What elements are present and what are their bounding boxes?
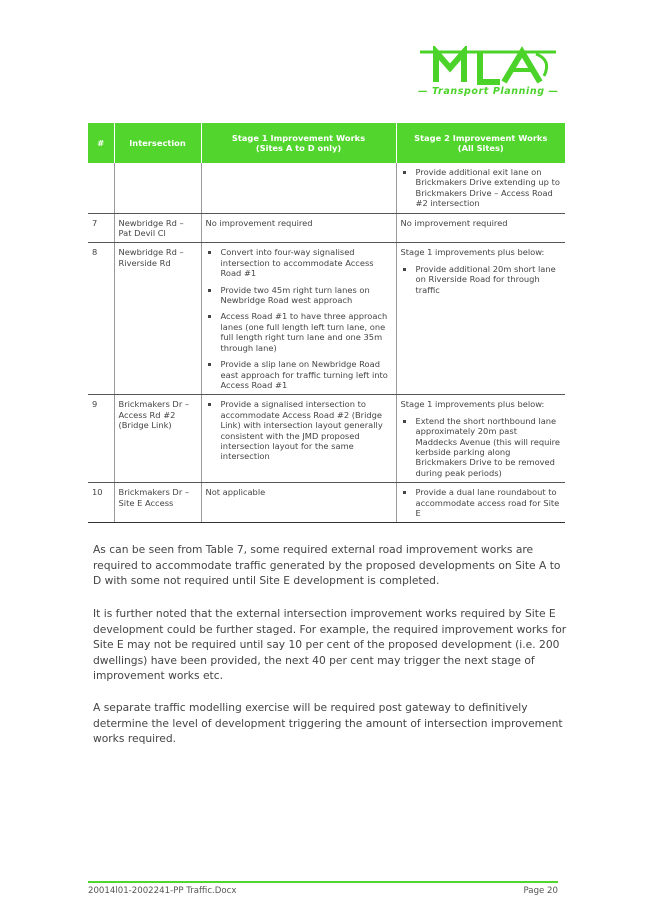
header-stage2-title: Stage 2 Improvement Works xyxy=(414,132,548,143)
footer-divider xyxy=(88,881,558,883)
stage2-intro: Stage 1 improvements plus below: xyxy=(400,399,545,410)
list-item: Access Road #1 to have three approach lanes (one full length left turn lane, one full length right turn lane and one 35m through lane) xyxy=(206,311,392,353)
row-stage2 xyxy=(396,395,565,483)
row-number: 7 xyxy=(88,213,114,243)
row-continued-stage2 xyxy=(396,163,565,213)
row-number: 8 xyxy=(88,243,114,395)
body-paragraph: It is further noted that the external intersection improvement works required by Site E development could be further staged. For example, the required improvement works for Site E may not be required until say 10 per cent of the proposed development (i.e. 200 dwellings) have been provided, the next 40 per cent may trigger the next stage of improvement works etc. xyxy=(93,607,567,683)
row-stage1: No improvement required xyxy=(201,213,396,243)
improvement-works-table xyxy=(88,123,565,523)
header-stage1 xyxy=(201,123,396,163)
row-continued-intersection xyxy=(114,163,201,213)
table-header-row xyxy=(88,123,565,163)
mla-logo-graphic xyxy=(418,46,558,86)
row-intersection: Newbridge Rd – Pat Devil Cl xyxy=(114,213,201,243)
row-stage2 xyxy=(396,483,565,523)
footer-page-number: Page 20 xyxy=(523,886,558,896)
stage1-list xyxy=(206,399,392,461)
header-stage1-sub: (Sites A to D only) xyxy=(255,143,342,153)
body-paragraph: As can be seen from Table 7, some required external road improvement works are required to accommodate traffic generated by the proposed developments on Site A to D with some not required until Site E development is completed. xyxy=(93,543,561,588)
list-item: Provide additional exit lane on Brickmakers Drive extending up to Brickmakers Drive – Access Road #2 intersection xyxy=(401,167,562,209)
row-intersection: Brickmakers Dr – Access Rd #2 (Bridge Link) xyxy=(114,395,201,483)
stage2-intro: Stage 1 improvements plus below: xyxy=(400,247,545,258)
list-item: Provide a signalised intersection to accommodate Access Road #2 (Bridge Link) with intersection layout generally consistent with the JMD proposed intersection layout for the same intersection xyxy=(206,399,392,461)
stage2-list xyxy=(401,416,562,478)
row-stage1: Not applicable xyxy=(201,483,396,523)
list-item: Extend the short northbound lane approximately 20m past Maddecks Avenue (this will require kerbside parking along Brickmakers Drive to be removed during peak periods) xyxy=(401,416,562,478)
row-stage1 xyxy=(201,243,396,395)
row-continued-stage1 xyxy=(201,163,396,213)
row-stage2: No improvement required xyxy=(396,213,565,243)
table-row xyxy=(88,483,565,523)
stage1-list xyxy=(206,247,392,390)
header-stage2-sub: (All Sites) xyxy=(457,143,504,153)
table-row xyxy=(88,163,565,213)
body-paragraph: A separate traffic modelling exercise will be required post gateway to definitively determine the level of development triggering the amount of intersection improvement works required. xyxy=(93,701,563,746)
stage2-list xyxy=(401,167,562,209)
table-row xyxy=(88,213,565,243)
stage2-list xyxy=(401,264,562,295)
list-item: Provide two 45m right turn lanes on Newbridge Road west approach xyxy=(206,285,392,306)
table-row xyxy=(88,395,565,483)
header-stage1-title: Stage 1 Improvement Works xyxy=(231,132,366,143)
header-stage2 xyxy=(396,123,565,163)
stage2-list xyxy=(401,487,562,518)
row-number: 10 xyxy=(88,483,114,523)
list-item: Provide a dual lane roundabout to accommodate access road for Site E xyxy=(401,487,562,518)
row-number: 9 xyxy=(88,395,114,483)
row-intersection: Newbridge Rd – Riverside Rd xyxy=(114,243,201,395)
row-intersection: Brickmakers Dr – Site E Access xyxy=(114,483,201,523)
row-stage2 xyxy=(396,243,565,395)
row-continued-num xyxy=(88,163,114,213)
header-intersection: Intersection xyxy=(114,123,201,163)
header-number: # xyxy=(88,123,114,163)
logo-subtitle: — Transport Planning — xyxy=(418,86,559,97)
table-row xyxy=(88,243,565,395)
list-item: Provide additional 20m short lane on Riverside Road for through traffic xyxy=(401,264,562,295)
list-item: Provide a slip lane on Newbridge Road east approach for traffic turning left into Access Road #1 xyxy=(206,359,392,390)
row-stage1 xyxy=(201,395,396,483)
footer-doc-ref: 20014l01-2002241-PP Traffic.Docx xyxy=(88,886,237,896)
list-item: Convert into four-way signalised intersection to accommodate Access Road #1 xyxy=(206,247,392,278)
company-logo xyxy=(418,46,558,102)
